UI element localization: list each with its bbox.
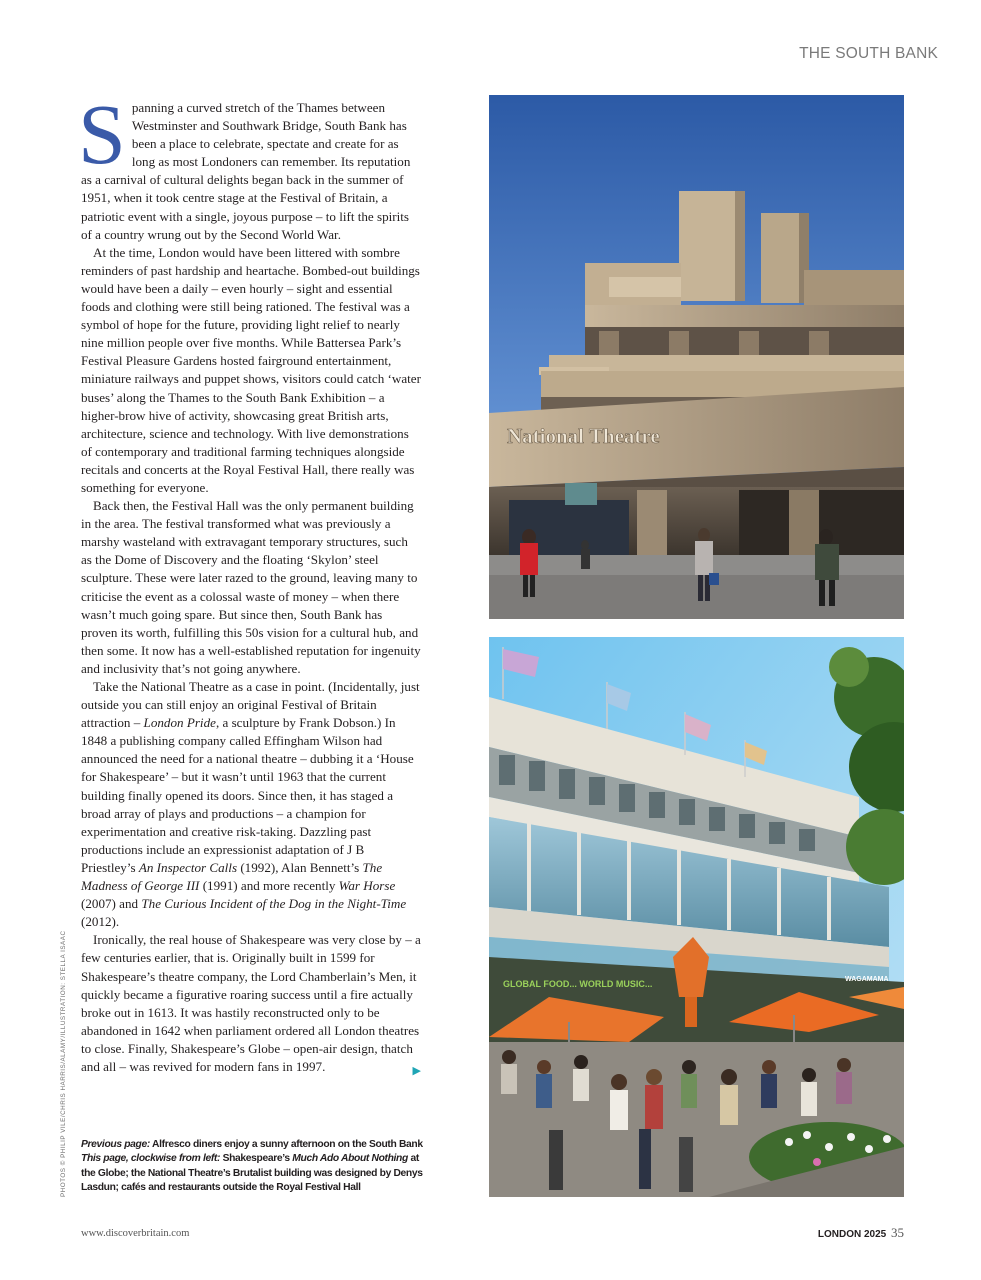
title-italic: War Horse	[338, 878, 396, 894]
article-paragraph: Take the National Theatre as a case in point. (Incidentally, just outside you can still enjoy an original Festival of Britain attraction – London Pride, a sculpture by Frank Dobson.) In 1848 a publishing company called Effingham Wilson had announced the need for a national theatre – dubbing it a ‘House for Shakespeare’ – but it wasn’t until 1963 that the current building finally opened its doors. Since then, it has staged a broad array of plays and productions – a champion for experimentation and creative risk-taking. Dazzling past productions include an expressionist adaptation of J B Priestley’s An Inspector Calls (1992), Alan Bennett’s The Madness of George III (1991) and more recently War Horse (2007) and The Curious Incident of the Dog in the Night-Time (2012).	[81, 679, 420, 930]
title-italic: The Curious Incident of the Dog in the Night-Time	[141, 896, 407, 912]
article-paragraph: Ironically, the real house of Shakespeare was very close by – a few centuries earlier, that is. Originally built in 1599 for Shakespeare’s theatre company, the Lord Chamberlain’s Men, it quickly became a figurative roaring success until a fire actually broke out in 1613. It was hastily reconstructed only to be abandoned in 1642 when parliament ordered all London theatres to close. Finally, Shakespeare’s Globe – open-air design, thatch and all – was revived for modern fans in 1997. ▶	[81, 931, 421, 1076]
footer-folio	[818, 1225, 904, 1241]
caption-previous-page: Previous page: Alfresco diners enjoy a sunny afternoon on the South Bank	[81, 1139, 423, 1150]
magazine-issue: LONDON 2025	[817, 1229, 887, 1240]
photo-credit: PHOTOS © PHILIP VILE/CHRIS HARRIS/ALAMY/ILLUSTRATION: STELLA ISAAC	[60, 930, 67, 1197]
page-number: 35	[891, 1225, 904, 1240]
article-paragraph: Spanning a curved stretch of the Thames between Westminster and Southwark Bridge, South Bank has been a place to celebrate, spectate and create for as long as most Londoners can remember. Its reputation as a carnival of cultural delights began back in the summer of 1951, when it took centre stage at the Festival of Britain, a patriotic event with a single, joyous purpose – to lift the spirits of a country wrung out by the Second World War.	[78, 86, 411, 242]
running-head: THE SOUTH BANK	[799, 45, 938, 62]
theatre-sign-text: National Theatre	[507, 424, 660, 448]
restaurant-sign: WAGAMAMA	[845, 976, 889, 983]
end-of-article-icon: ▶	[412, 1064, 421, 1077]
article-body	[78, 86, 421, 1080]
title-italic: An Inspector Calls	[138, 859, 238, 875]
caption-this-page: This page, clockwise from left: Shakespeare’s Much Ado About Nothing at the Globe; the National Theatre’s Brutalist building was designed by Denys Lasdun; cafés and restaurants outside the Royal Festival Hall	[81, 1153, 423, 1193]
title-italic: London Pride	[143, 715, 216, 731]
photo-captions	[81, 1138, 426, 1195]
article-paragraph: At the time, London would have been littered with sombre reminders of past hardship and heartache. Bombed-out buildings would have been a daily – even hourly – sight and essential foods and clothing were still being rationed. The festival was a symbol of hope for the future, providing light relief to nearly nine million people over five months. While Battersea Park’s Festival Pleasure Gardens hosted fairground entertainment, miniature railways and puppet shows, visitors could catch ‘water buses’ along the Thames to the South Bank Exhibition – a higher-brow hive of activity, showcasing great British arts, architecture, science and technology. With live demonstrations of contemporary and traditional farming techniques alongside recitals and concerts at the Royal Festival Hall, there really was something for everyone.	[81, 244, 421, 495]
article-paragraph: Back then, the Festival Hall was the only permanent building in the area. The festival transformed what was previously a marshy wasteland with extravagant temporary structures, such as the Dome of Discovery and the floating ‘Skylon’ steel sculpture. These were later razed to the ground, leaving many to criticise the event as a colossal waste of money – when there wasn’t much going spare. But since then, South Bank has proven its worth, fulfilling this 50s vision for a cultural hub, and then some. It now has a well-established reputation for ingenuity and inclusivity that’s not going anywhere.	[81, 498, 421, 676]
drop-cap: S	[78, 86, 126, 182]
royal-festival-hall-photo	[489, 637, 904, 1197]
national-theatre-photo	[489, 95, 904, 619]
footer-url: www.discoverbritain.com	[81, 1228, 190, 1239]
title-italic: The Madness of George III	[81, 859, 383, 894]
food-music-sign: GLOBAL FOOD... WORLD MUSIC...	[503, 979, 653, 989]
